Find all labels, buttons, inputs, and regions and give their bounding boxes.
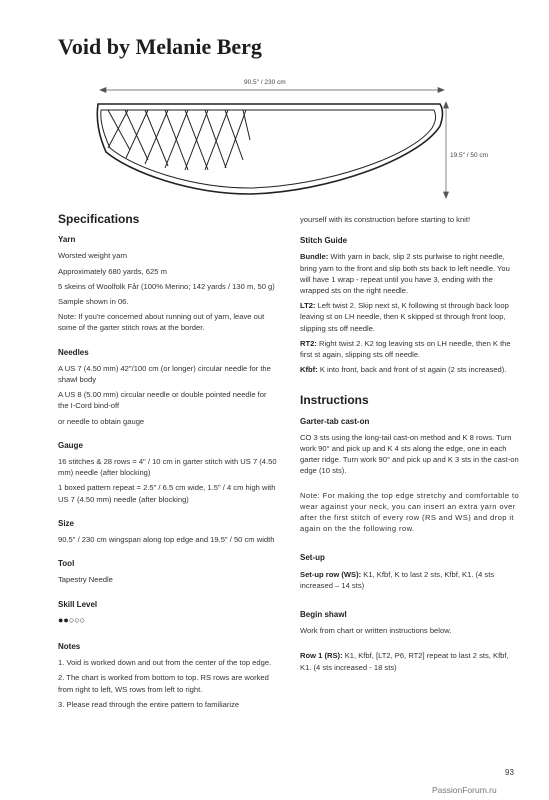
gauge-heading: Gauge bbox=[58, 440, 83, 450]
yarn-heading: Yarn bbox=[58, 235, 76, 245]
stitch-guide-heading: Stitch Guide bbox=[300, 236, 348, 246]
size-text: 90.5" / 230 cm wingspan along top edge and 19.5" / 50 cm width bbox=[58, 535, 275, 545]
note-item: 3. Please read through the entire pattern to familiarize bbox=[58, 699, 240, 709]
yarn-line: Worsted weight yarn bbox=[58, 251, 128, 261]
note-item: 1. Void is worked down and out from the center of the top edge. bbox=[58, 658, 272, 668]
yarn-line: 5 skeins of Woolfolk Får (100% Merino; 142 yards / 130 m, 50 g) bbox=[58, 281, 275, 291]
stitch-def: Left twist 2. Skip next st, K following st through back loop leaving st on LH needle, then K skipped st through front loop, slipping sts off needle. bbox=[300, 301, 509, 333]
stitch-term: LT2: bbox=[300, 301, 316, 311]
notes-continued: yourself with its construction before starting to knit! bbox=[300, 215, 471, 224]
yarn-note: Note: If you're concerned about running out of yarn, leave out some of the garter stitch rows at the border. bbox=[58, 312, 265, 333]
left-column bbox=[58, 214, 278, 714]
setup-heading: Set-up bbox=[300, 553, 325, 563]
width-label: 90.5" / 230 cm bbox=[244, 79, 286, 86]
stitch-lt2 bbox=[300, 300, 520, 334]
begin-shawl-text: Work from chart or written instructions below. bbox=[300, 626, 452, 636]
width-dimension-arrow bbox=[100, 88, 444, 93]
specifications-heading: Specifications bbox=[58, 212, 140, 226]
stitch-def: Right twist 2. K2 tog leaving sts on LH needle, then K the first st again, slipping sts off needle. bbox=[300, 338, 511, 360]
row-text: K1, Kfbf, [LT2, P6, RT2] repeat to last 2 sts, Kfbf, K1. (4 sts increased - 18 sts) bbox=[300, 651, 509, 672]
needles-line: or needle to obtain gauge bbox=[58, 416, 145, 426]
garter-tab-heading: Garter-tab cast-on bbox=[300, 416, 370, 426]
row-text: K1, Kfbf, K to last 2 sts, Kfbf, K1. (4 sts increased – 14 sts) bbox=[300, 569, 495, 590]
gauge-line: 1 boxed pattern repeat = 2.5" / 6.5 cm wide, 1.5" / 4 cm high with US 7 (4.50 mm) needle (after blocking) bbox=[58, 483, 276, 504]
begin-shawl-heading: Begin shawl bbox=[300, 610, 347, 620]
stitch-def: K into front, back and front of st again (2 sts increased). bbox=[317, 365, 507, 375]
stitch-term: RT2: bbox=[300, 338, 317, 348]
stitch-rt2 bbox=[300, 338, 520, 360]
needles-heading: Needles bbox=[58, 347, 89, 357]
right-column bbox=[300, 214, 520, 677]
stitch-bundle bbox=[300, 251, 520, 296]
height-dimension-arrow bbox=[444, 102, 449, 198]
row-term: Set-up row (WS): bbox=[300, 569, 362, 579]
needles-line: A US 7 (4.50 mm) 42"/100 cm (or longer) circular needle for the shawl body bbox=[58, 363, 271, 385]
stretchy-edge-note: Note: For making the top edge stretchy and comfortable to wear against your neck, you can insert an extra yarn over after the first stitch of every row (RS and WS) and drop it again on the the following row. bbox=[300, 490, 520, 534]
watermark: PassionForum.ru bbox=[432, 785, 497, 795]
stitch-term: Kfbf: bbox=[300, 365, 318, 375]
skill-level-heading: Skill Level bbox=[58, 599, 98, 609]
needles-line: A US 8 (5.00 mm) circular needle or double pointed needle for the I-Cord bind-off bbox=[58, 390, 267, 411]
gauge-line: 16 stitches & 28 rows = 4" / 10 cm in garter stitch with US 7 (4.50 mm) needle (after blocking) bbox=[58, 457, 277, 478]
pattern-title: Void by Melanie Berg bbox=[58, 34, 262, 59]
note-item: 2. The chart is worked from bottom to top. RS rows are worked from right to left, WS rows from left to right. bbox=[58, 673, 269, 694]
skill-level-dots: ●●○○○ bbox=[58, 614, 86, 625]
stitch-term: Bundle: bbox=[300, 252, 329, 262]
row-1 bbox=[300, 650, 520, 672]
notes-heading: Notes bbox=[58, 642, 81, 652]
tool-text: Tapestry Needle bbox=[58, 575, 113, 585]
instructions-heading: Instructions bbox=[300, 393, 369, 408]
yarn-line: Approximately 680 yards, 625 m bbox=[58, 266, 167, 276]
row-term: Row 1 (RS): bbox=[300, 651, 343, 661]
page-number: 93 bbox=[505, 768, 514, 777]
size-heading: Size bbox=[58, 518, 75, 528]
stitch-kfbf bbox=[300, 364, 520, 375]
shawl-outline bbox=[97, 104, 442, 194]
garter-tab-text: CO 3 sts using the long-tail cast-on method and K 8 rows. Turn work 90° and pick up and K 4 sts along the edge, one in each garter ridge. Turn work 90° and pick up and K 3 sts in the cast-on edge (10 sts). bbox=[300, 432, 519, 476]
shawl-schematic bbox=[0, 0, 549, 210]
yarn-line: Sample shown in 06. bbox=[58, 297, 129, 307]
stitch-def: With yarn in back, slip 2 sts purlwise to right needle, bring yarn to the front and slip both sts back to left needle. You will have 1 wrap - repeat until you have 3, ending with the wrapped sts on the right needle. bbox=[300, 252, 510, 296]
tool-heading: Tool bbox=[58, 559, 75, 569]
height-label: 19.5" / 50 cm bbox=[450, 152, 489, 159]
setup-row bbox=[300, 569, 520, 591]
